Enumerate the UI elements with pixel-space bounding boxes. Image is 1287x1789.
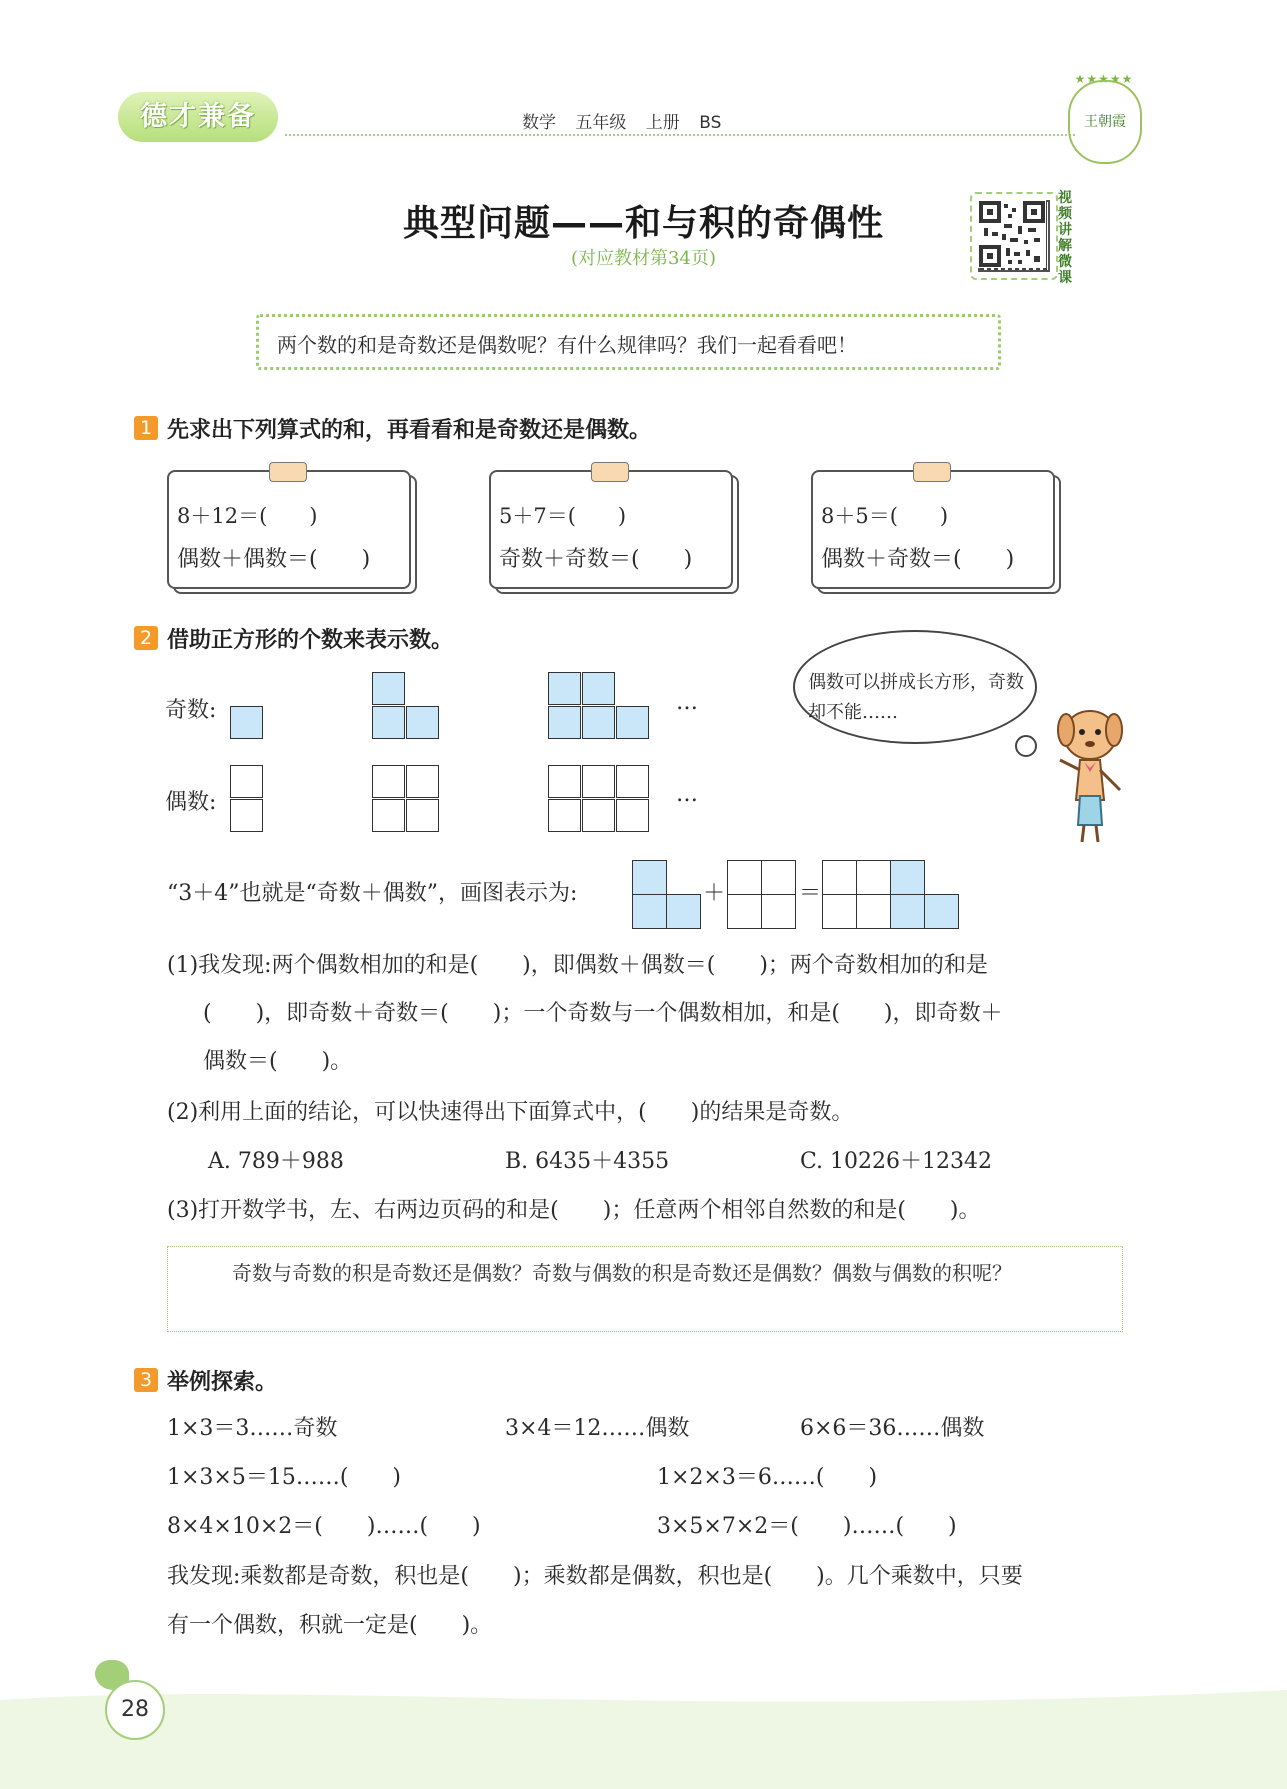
square [666, 894, 701, 929]
example-row-3-b: 3×5×7×2＝( )……( ) [657, 1514, 957, 1539]
square [632, 860, 667, 895]
sum-card-1 [167, 470, 411, 589]
square [548, 672, 581, 705]
square [582, 765, 615, 798]
square [856, 860, 891, 895]
example-text: “3＋4”也就是“奇数＋偶数”，画图表示为: [167, 881, 578, 906]
square [616, 799, 649, 832]
author-badge: 王朝霞 [1068, 80, 1142, 164]
question-2: (2)利用上面的结论，可以快速得出下面算式中，( )的结果是奇数。 [167, 1100, 854, 1125]
product-note-text: 奇数与奇数的积是奇数还是偶数？奇数与偶数的积是奇数还是偶数？偶数与偶数的积呢？ [232, 1261, 1012, 1285]
section-2-number: 2 [134, 626, 158, 650]
square [582, 799, 615, 832]
square [856, 894, 891, 929]
question-1-line-1: (1)我发现:两个偶数相加的和是( )，即偶数＋偶数＝( )；两个奇数相加的和是 [167, 953, 988, 978]
cloud-text: 偶数可以拼成长方形，奇数却不能…… [808, 672, 1024, 723]
dog-character-icon [1040, 700, 1140, 850]
section-1-number: 1 [134, 416, 158, 440]
footer-wave [0, 1680, 1287, 1789]
intro-note: 两个数的和是奇数还是偶数呢？有什么规律吗？我们一起看看吧！ [256, 314, 1001, 370]
card-tab [591, 462, 629, 482]
sum-card-3 [811, 470, 1055, 589]
equals-sign: ＝ [799, 881, 822, 906]
card-rule: 奇数＋奇数＝( ) [499, 547, 693, 572]
square [890, 894, 925, 929]
square [372, 672, 405, 705]
card-tab [913, 462, 951, 482]
square [372, 765, 405, 798]
choice-a[interactable]: A. 789＋988 [208, 1149, 344, 1174]
question-1-line-3: 偶数＝( )。 [203, 1049, 353, 1074]
finding-line-2: 有一个偶数，积就一定是( )。 [167, 1613, 493, 1638]
square [822, 894, 857, 929]
header-subject-line: 数学 五年级 上册 BS [522, 113, 722, 133]
choice-b[interactable]: B. 6435＋4355 [505, 1149, 670, 1174]
page-title: 典型问题——和与积的奇偶性 [402, 203, 884, 244]
example-row-3-a: 8×4×10×2＝( )……( ) [167, 1514, 481, 1539]
question-3: (3)打开数学书，左、右两边页码的和是( )；任意两个相邻自然数的和是( )。 [167, 1198, 981, 1223]
odd-label: 奇数: [165, 698, 217, 723]
card-rule: 偶数＋偶数＝( ) [177, 547, 371, 572]
square [727, 894, 762, 929]
example-row-1-a: 1×3＝3……奇数 [167, 1416, 338, 1441]
section-3-number: 3 [134, 1368, 158, 1392]
square [616, 706, 649, 739]
card-equation: 8＋12＝( ) [177, 504, 318, 528]
example-row-1-b: 3×4＝12……偶数 [505, 1416, 690, 1441]
example-row-2-a: 1×3×5＝15……( ) [167, 1465, 402, 1490]
card-rule: 偶数＋奇数＝( ) [821, 547, 1015, 572]
page-number: 28 [105, 1680, 165, 1740]
square [727, 860, 762, 895]
card-equation: 5＋7＝( ) [499, 504, 627, 528]
cloud-bubble [1015, 735, 1037, 757]
section-2-title: 借助正方形的个数来表示数。 [167, 628, 454, 653]
page-subtitle: (对应教材第34页) [571, 248, 716, 269]
square [582, 672, 615, 705]
square [632, 894, 667, 929]
square [822, 860, 857, 895]
card-tab [269, 462, 307, 482]
square [230, 706, 263, 739]
qr-code-icon[interactable] [978, 200, 1050, 272]
sum-card-2 [489, 470, 733, 589]
brand-logo: 德才兼备 [118, 92, 278, 142]
square [616, 765, 649, 798]
square [924, 894, 959, 929]
qr-side-text: 视频讲解微课 [1058, 190, 1072, 286]
odd-ellipsis: … [676, 690, 698, 715]
square [230, 765, 263, 798]
even-label: 偶数: [165, 790, 217, 815]
square [890, 860, 925, 895]
square [372, 799, 405, 832]
plus-sign: ＋ [703, 881, 726, 906]
star-icons: ★★★★★ [1074, 72, 1134, 86]
square [548, 765, 581, 798]
square [406, 799, 439, 832]
square [230, 799, 263, 832]
header-divider [285, 134, 1075, 136]
square [406, 706, 439, 739]
question-1-line-2: ( )，即奇数＋奇数＝( )；一个奇数与一个偶数相加，和是( )，即奇数＋ [203, 1001, 1003, 1026]
example-row-1-c: 6×6＝36……偶数 [800, 1416, 985, 1441]
section-1-title: 先求出下列算式的和，再看看和是奇数还是偶数。 [167, 418, 652, 443]
square [582, 706, 615, 739]
square [548, 706, 581, 739]
finding-line-1: 我发现:乘数都是奇数，积也是( )；乘数都是偶数，积也是( )。几个乘数中，只要 [167, 1564, 1023, 1589]
even-ellipsis: … [676, 782, 698, 807]
choice-c[interactable]: C. 10226＋12342 [800, 1149, 993, 1174]
square [406, 765, 439, 798]
square [761, 894, 796, 929]
example-row-2-b: 1×2×3＝6……( ) [657, 1465, 878, 1490]
square [761, 860, 796, 895]
section-3-title: 举例探索。 [167, 1370, 278, 1395]
square [548, 799, 581, 832]
card-equation: 8＋5＝( ) [821, 504, 949, 528]
square [372, 706, 405, 739]
